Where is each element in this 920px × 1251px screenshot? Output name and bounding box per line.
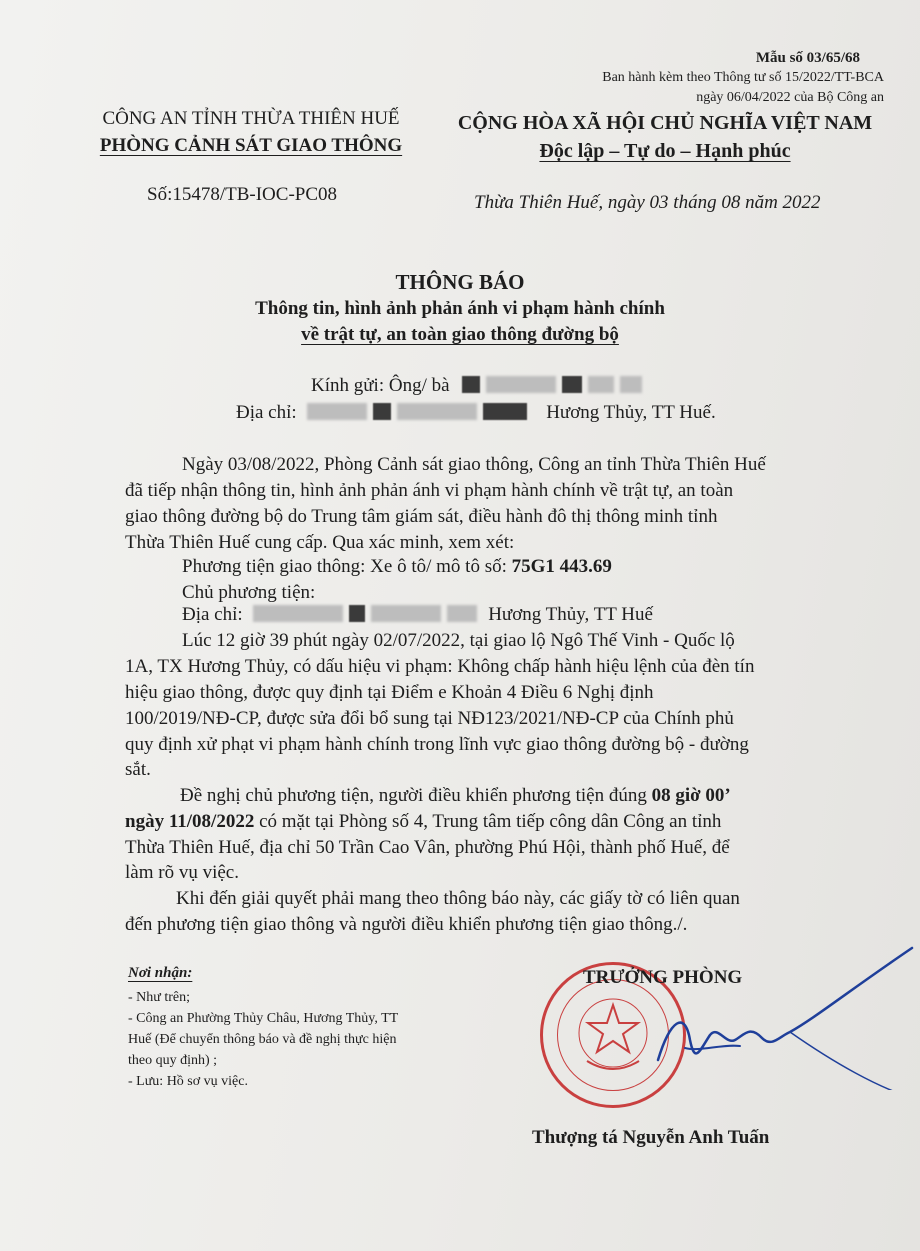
closing-line: đến phương tiện giao thông và người điều khiển phương tiện giao thông./. xyxy=(125,914,688,935)
request-line: Thừa Thiên Huế, địa chỉ 50 Trần Cao Vân, phường Phú Hội, thành phố Huế, để xyxy=(125,837,730,858)
appointment-time: 08 giờ 00’ xyxy=(651,785,731,806)
redacted-address-block xyxy=(349,605,365,622)
vehicle-line xyxy=(182,556,612,578)
recipients-title-text: Nơi nhận: xyxy=(128,965,193,981)
document-subtitle-line2 xyxy=(0,324,920,346)
addressee-address-line xyxy=(236,402,716,424)
appointment-date: ngày 11/08/2022 xyxy=(125,811,255,832)
vehicle-plate: 75G1 443.69 xyxy=(511,556,612,577)
redacted-name-block xyxy=(588,376,614,393)
body-paragraph-1-line: Ngày 03/08/2022, Phòng Cảnh sát giao thông, Công an tỉnh Thừa Thiên Huế xyxy=(182,454,766,475)
document-subtitle-line2-text: về trật tự, an toàn giao thông đường bộ xyxy=(301,324,619,345)
agency-department xyxy=(80,135,422,157)
signatory-position: TRƯỞNG PHÒNG xyxy=(583,967,743,988)
national-motto-text: Độc lập – Tự do – Hạnh phúc xyxy=(539,140,791,162)
violation-line: 1A, TX Hương Thủy, có dấu hiệu vi phạm: Không chấp hành hiệu lệnh của đèn tín xyxy=(125,656,755,677)
request-line xyxy=(125,811,721,833)
addressee-address-label: Địa chỉ: xyxy=(236,402,297,423)
recipients-item: - Như trên; xyxy=(128,990,191,1005)
recipients-title xyxy=(128,963,192,984)
redacted-name-block xyxy=(620,376,642,393)
redacted-address-block xyxy=(397,403,477,420)
body-paragraph-1-line: Thừa Thiên Huế cung cấp. Qua xác minh, xem xét: xyxy=(125,532,515,553)
agency-name: CÔNG AN TỈNH THỪA THIÊN HUẾ xyxy=(102,108,400,129)
recipients-item: - Công an Phường Thủy Châu, Hương Thủy, TT xyxy=(128,1011,399,1026)
national-motto xyxy=(440,140,890,163)
addressee-address-tail: Hương Thủy, TT Huế. xyxy=(546,402,716,423)
violation-line: 100/2019/NĐ-CP, được sửa đổi bổ sung tại NĐ123/2021/NĐ-CP của Chính phủ xyxy=(125,708,734,729)
owner-address-label: Địa chỉ: xyxy=(182,604,243,625)
form-number: Mẫu số 03/65/68 xyxy=(755,50,860,66)
recipients-item: Huế (Để chuyển thông báo và đề nghị thực hiện xyxy=(128,1032,397,1047)
form-legal-basis-line1: Ban hành kèm theo Thông tư số 15/2022/TT-BCA xyxy=(602,70,884,85)
document-subtitle-line1: Thông tin, hình ảnh phản ánh vi phạm hành chính xyxy=(255,298,665,319)
violation-line: quy định xử phạt vi phạm hành chính trong lĩnh vực giao thông đường bộ - đường xyxy=(125,734,749,755)
request-text: Đề nghị chủ phương tiện, người điều khiển phương tiện đúng xyxy=(180,785,647,806)
redacted-address-block xyxy=(253,605,343,622)
recipients-item: - Lưu: Hồ sơ vụ việc. xyxy=(128,1074,248,1089)
place-date: Thừa Thiên Huế, ngày 03 tháng 08 năm 2022 xyxy=(474,192,821,213)
handwritten-signature-icon xyxy=(640,940,920,1090)
closing-line: Khi đến giải quyết phải mang theo thông báo này, các giấy tờ có liên quan xyxy=(176,888,740,909)
addressee-line xyxy=(311,375,648,397)
signatory-name: Thượng tá Nguyễn Anh Tuấn xyxy=(532,1127,770,1148)
redacted-address-block xyxy=(447,605,477,622)
redacted-address-block xyxy=(307,403,367,420)
owner-address-tail: Hương Thủy, TT Huế xyxy=(488,604,653,625)
request-line: làm rõ vụ việc. xyxy=(125,862,239,883)
national-title: CỘNG HÒA XÃ HỘI CHỦ NGHĨA VIỆT NAM xyxy=(457,112,873,134)
addressee-label: Kính gửi: Ông/ bà xyxy=(311,375,450,396)
owner-line: Chủ phương tiện: xyxy=(182,582,316,603)
redacted-name-block xyxy=(486,376,556,393)
violation-line: sắt. xyxy=(125,759,151,780)
redacted-name-block xyxy=(562,376,582,393)
document-number: Số:15478/TB-IOC-PC08 xyxy=(147,184,338,205)
redacted-address-block xyxy=(373,403,391,420)
redacted-name-block xyxy=(462,376,480,393)
request-text: có mặt tại Phòng số 4, Trung tâm tiếp công dân Công an tỉnh xyxy=(259,811,722,832)
recipients-item: theo quy định) ; xyxy=(128,1053,218,1068)
vehicle-label: Phương tiện giao thông: Xe ô tô/ mô tô số: xyxy=(182,556,507,577)
violation-line: Lúc 12 giờ 39 phút ngày 02/07/2022, tại giao lộ Ngô Thế Vinh - Quốc lộ xyxy=(182,630,735,651)
owner-address-line xyxy=(182,604,653,626)
agency-department-text: PHÒNG CẢNH SÁT GIAO THÔNG xyxy=(99,135,403,156)
request-line xyxy=(180,785,731,807)
redacted-address-block xyxy=(371,605,441,622)
redacted-address-block xyxy=(483,403,527,420)
body-paragraph-1-line: đã tiếp nhận thông tin, hình ảnh phản ánh vi phạm hành chính về trật tự, an toàn xyxy=(125,480,734,501)
body-paragraph-1-line: giao thông đường bộ do Trung tâm giám sát, điều hành đô thị thông minh tỉnh xyxy=(125,506,718,527)
document-title: THÔNG BÁO xyxy=(395,270,525,294)
form-legal-basis-line2: ngày 06/04/2022 của Bộ Công an xyxy=(696,90,884,105)
violation-line: hiệu giao thông, được quy định tại Điểm e Khoản 4 Điều 6 Nghị định xyxy=(125,682,654,703)
